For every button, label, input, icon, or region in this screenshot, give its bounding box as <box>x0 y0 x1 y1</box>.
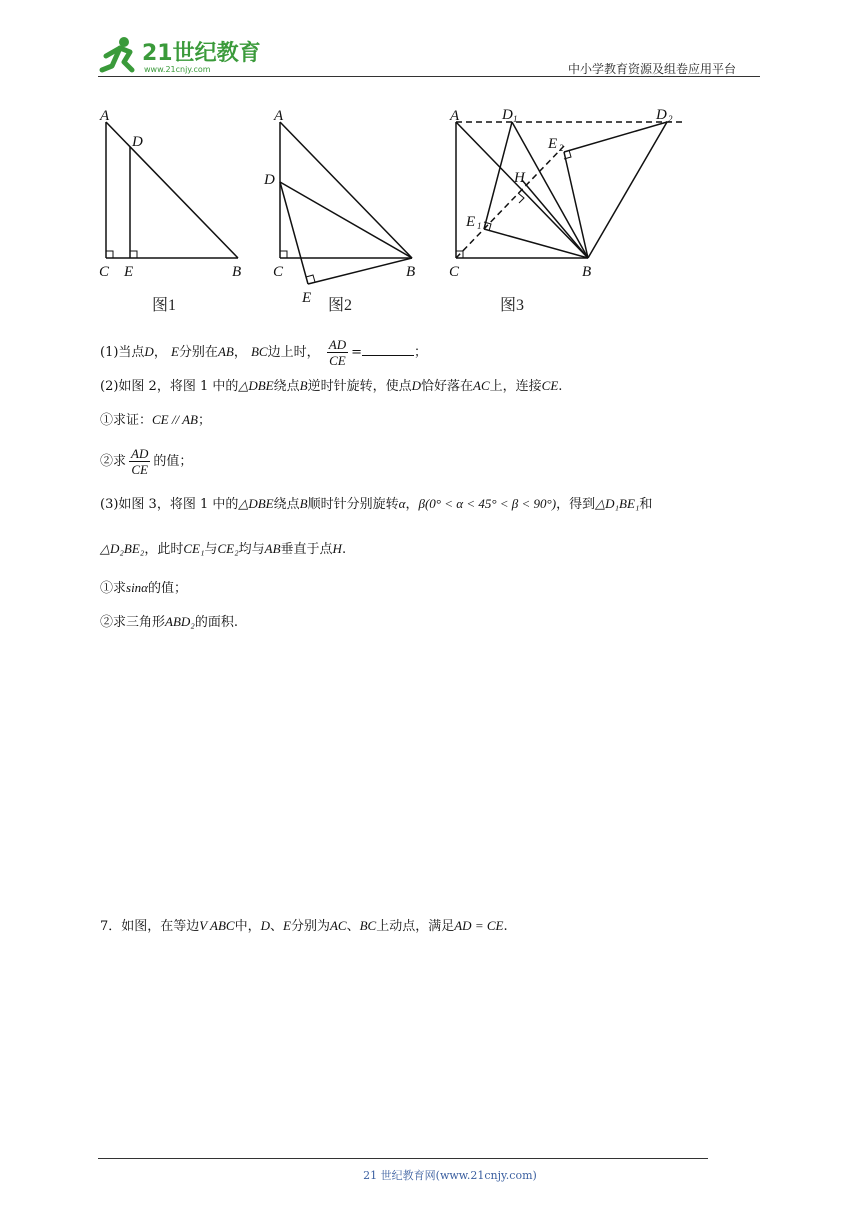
svg-text:D: D <box>132 134 143 150</box>
svg-text:E: E <box>302 290 312 306</box>
logo-url: www.21cnjy.com <box>144 65 211 74</box>
fig2-caption: 图2 <box>328 297 353 314</box>
svg-text:E: E <box>548 136 558 152</box>
svg-text:D: D <box>656 107 667 123</box>
fig3-caption: 图3 <box>500 297 525 314</box>
svg-text:2: 2 <box>668 114 673 124</box>
runner-icon <box>102 37 132 70</box>
geometry-figures <box>90 100 700 320</box>
svg-text:D: D <box>502 107 513 123</box>
answer-blank[interactable] <box>362 343 414 356</box>
question-1: (1)当点D， E分别在AB， BC边上时， $\frac{AD}{CE}$ = ； <box>100 337 428 368</box>
svg-text:C: C <box>273 264 284 280</box>
svg-text:C: C <box>99 264 110 280</box>
fraction-ad-ce: $\frac{AD}{CE}$ <box>328 337 347 368</box>
svg-text:C: C <box>449 264 460 280</box>
question-2: (2)如图 2，将图 1 中的△DBE绕点B逆时针旋转，使点D恰好落在AC上，连接CE. <box>100 378 563 394</box>
svg-text:A: A <box>274 108 284 124</box>
footer-divider <box>98 1158 708 1159</box>
svg-text:1: 1 <box>477 221 482 231</box>
logo-text: 21世纪教育 <box>142 41 261 66</box>
svg-text:B: B <box>582 264 592 280</box>
figure-3 <box>456 122 684 258</box>
header-divider <box>98 76 760 77</box>
figure-1 <box>106 122 238 258</box>
svg-text:B: B <box>232 264 242 280</box>
question-3: (3)如图 3，将图 1 中的△DBE绕点B顺时针分别旋转α，β(0° < α < 45° < β < 90°)，得到△D₁BE₁和 <box>100 496 653 512</box>
question-3-sub-1: ①求sinα的值； <box>100 580 188 596</box>
site-logo <box>96 34 266 76</box>
svg-text:E: E <box>124 264 134 280</box>
figure-2 <box>280 122 412 284</box>
question-2-sub-1: ①求证：CE // AB； <box>100 412 212 428</box>
svg-text:1: 1 <box>513 114 518 124</box>
header-platform-text: 中小学教育资源及组卷应用平台 <box>568 62 737 76</box>
svg-text:H: H <box>514 170 525 186</box>
svg-text:B: B <box>406 264 416 280</box>
svg-text:E: E <box>466 214 476 230</box>
fig1-caption: 图1 <box>152 297 177 314</box>
svg-text:D: D <box>264 172 275 188</box>
question-2-sub-2: ②求 $\frac{AD}{CE}$ 的值； <box>100 446 193 477</box>
question-3-sub-2: ②求三角形ABD₂的面积. <box>100 614 238 630</box>
footer-text[interactable]: 21 世纪教育网(www.21cnjy.com) <box>363 1169 537 1182</box>
svg-text:2: 2 <box>559 143 564 153</box>
svg-text:A: A <box>450 108 460 124</box>
question-3-line-2: △D₂BE₂，此时CE₁与CE₂均与AB垂直于点H. <box>100 541 347 557</box>
problem-7: 7．如图，在等边V ABC中，D、E分别为AC、BC上动点，满足AD = CE. <box>100 918 508 934</box>
svg-text:A: A <box>100 108 110 124</box>
